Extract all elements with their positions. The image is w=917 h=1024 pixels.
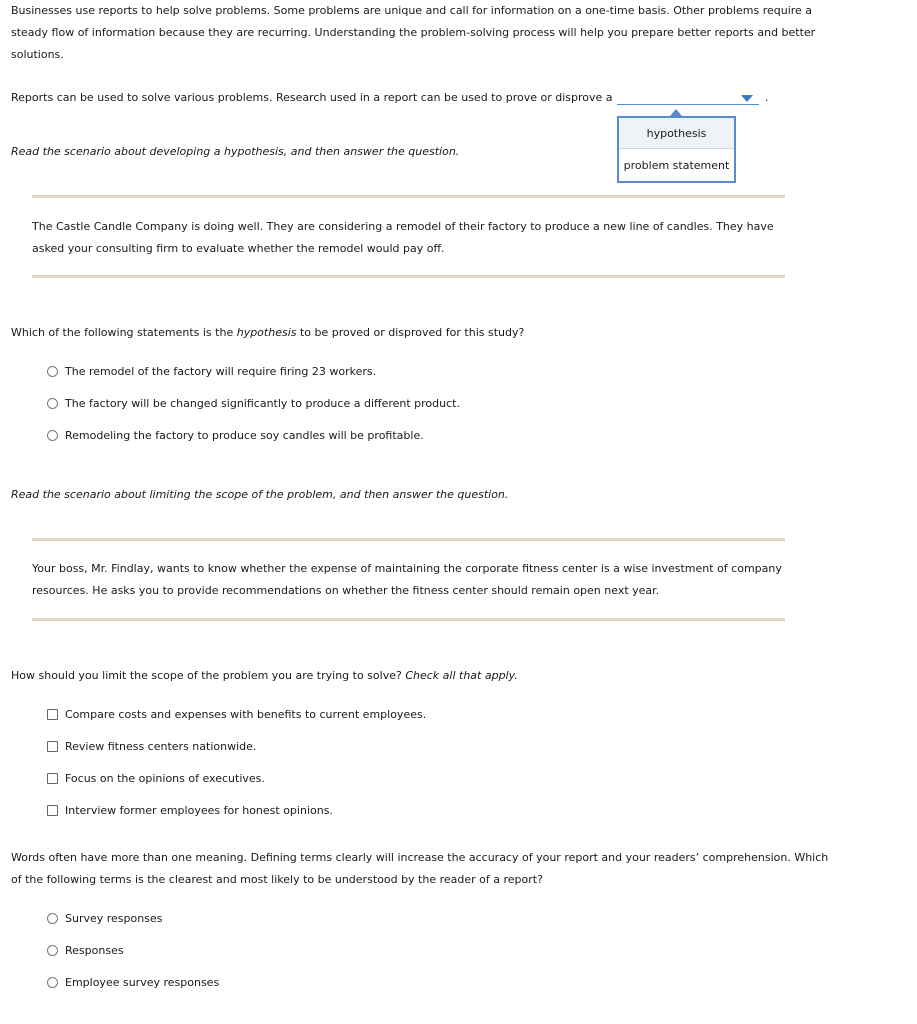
divider — [32, 618, 785, 621]
dropdown-option-problem-statement[interactable]: problem statement — [623, 159, 730, 172]
radio-button[interactable] — [47, 977, 58, 988]
scenario2-text: Your boss, Mr. Findlay, wants to know whether the expense of maintaining the corporate fitness center is a wise investment of company resources. He asks you to provide recommendations on whether the fitness center should remain open next year. — [32, 562, 782, 597]
checkbox[interactable] — [47, 741, 58, 752]
scenario1-instruction: Read the scenario about developing a hypothesis, and then answer the question. — [11, 145, 460, 158]
q4-option-3[interactable]: Employee survey responses — [47, 975, 219, 989]
q2-option-1[interactable]: The remodel of the factory will require firing 23 workers. — [47, 364, 376, 378]
radio-button[interactable] — [47, 366, 58, 377]
radio-button[interactable] — [47, 430, 58, 441]
intro-paragraph: Businesses use reports to help solve problems. Some problems are unique and call for information on a one-time basis. Other problems require a steady flow of information because they are recurring. Understanding the problem-solving process will help you prepare better reports and better solutions. — [11, 4, 816, 61]
radio-button[interactable] — [47, 398, 58, 409]
q1-period: . — [765, 91, 769, 104]
q4-prompt: Words often have more than one meaning. Defining terms clearly will increase the accuracy of your report and your readers’ comprehension. Which of the following terms is the clearest and most likely to be understood by the reader of a report? — [11, 851, 829, 886]
q3-option-4[interactable]: Interview former employees for honest opinions. — [47, 803, 333, 817]
q2-option-3[interactable]: Remodeling the factory to produce soy candles will be profitable. — [47, 428, 424, 442]
radio-button[interactable] — [47, 913, 58, 924]
radio-button[interactable] — [47, 945, 58, 956]
scenario2-instruction: Read the scenario about limiting the scope of the problem, and then answer the question. — [11, 488, 509, 501]
scenario1-text: The Castle Candle Company is doing well. They are considering a remodel of their factory to produce a new line of candles. They have asked your consulting firm to evaluate whether the remodel would pay off. — [32, 220, 774, 255]
q4-option-2[interactable]: Responses — [47, 943, 124, 957]
q4-option-1[interactable]: Survey responses — [47, 911, 162, 925]
chevron-down-icon[interactable] — [741, 95, 753, 102]
q3-option-1[interactable]: Compare costs and expenses with benefits to current employees. — [47, 707, 426, 721]
checkbox[interactable] — [47, 709, 58, 720]
q2-option-2[interactable]: The factory will be changed significantly to produce a different product. — [47, 396, 460, 410]
dropdown-option-hypothesis[interactable]: hypothesis — [619, 118, 734, 149]
divider — [32, 275, 785, 278]
dropdown-menu — [617, 116, 736, 183]
hypothesis-dropdown[interactable] — [617, 104, 759, 105]
popup-caret — [670, 109, 682, 116]
q1-prompt: Reports can be used to solve various problems. Research used in a report can be used to prove or disprove a — [11, 91, 613, 104]
q3-option-3[interactable]: Focus on the opinions of executives. — [47, 771, 265, 785]
checkbox[interactable] — [47, 773, 58, 784]
checkbox[interactable] — [47, 805, 58, 816]
q2-prompt: Which of the following statements is the hypothesis to be proved or disproved for this study? — [11, 326, 525, 339]
divider — [32, 538, 785, 541]
divider — [32, 195, 785, 198]
q3-option-2[interactable]: Review fitness centers nationwide. — [47, 739, 256, 753]
q3-prompt: How should you limit the scope of the problem you are trying to solve? Check all that apply. — [11, 669, 518, 682]
